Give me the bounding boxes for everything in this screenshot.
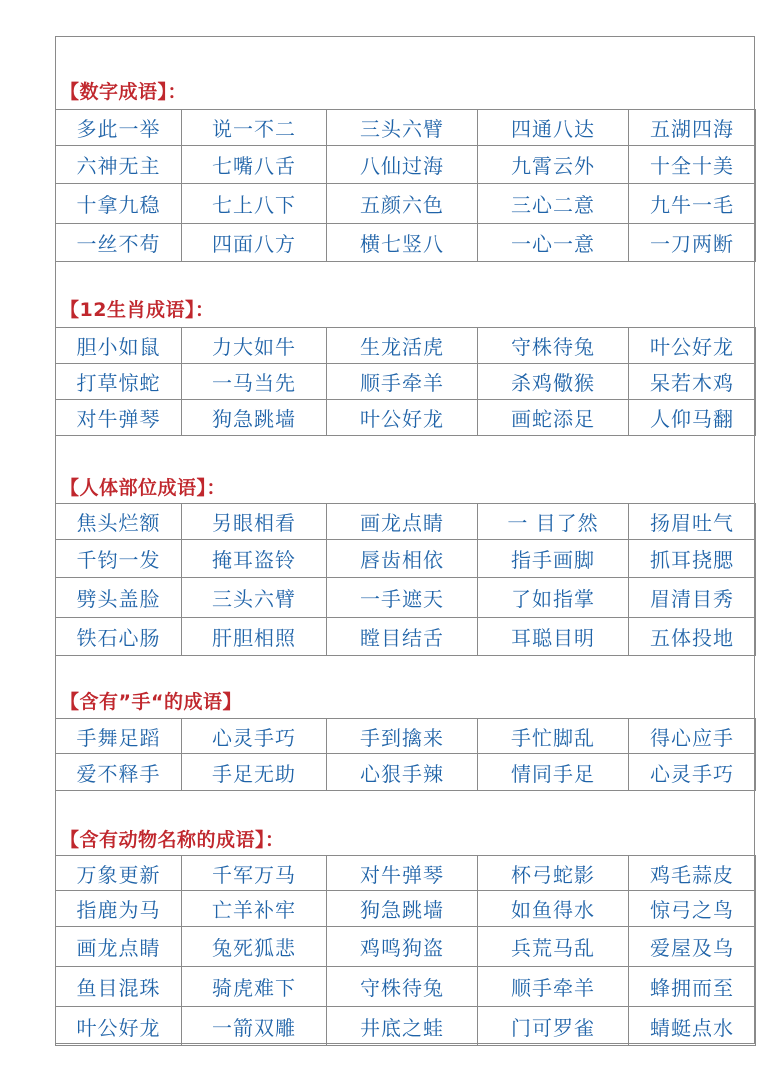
idiom-cell: 四面八方: [182, 224, 327, 262]
idiom-cell: 万象更新: [56, 856, 182, 891]
idiom-cell: 另眼相看: [182, 504, 327, 540]
idiom-cell: 瞠目结舌: [327, 618, 478, 656]
idiom-cell: 对牛弹琴: [56, 400, 182, 436]
idiom-cell: 扬眉吐气: [629, 504, 756, 540]
idiom-cell: 画龙点睛: [56, 927, 182, 967]
table-row: [56, 184, 756, 224]
idiom-cell: 生龙活虎: [327, 328, 478, 364]
section-title: 【含有”手“的成语】: [60, 691, 242, 713]
idiom-cell: 十全十美: [629, 146, 756, 184]
idiom-cell: 蜂拥而至: [629, 967, 756, 1007]
idiom-cell: 三头六臂: [182, 578, 327, 618]
idiom-cell: 狗急跳墙: [327, 891, 478, 927]
idiom-cell: 手到擒来: [327, 719, 478, 754]
idiom-cell: 一丝不苟: [56, 224, 182, 262]
idiom-cell: 五体投地: [629, 618, 756, 656]
section-title: 【12生肖成语】：: [60, 299, 215, 321]
idiom-cell: 手舞足蹈: [56, 719, 182, 754]
idiom-cell: 亡羊补牢: [182, 891, 327, 927]
idiom-cell: 一心一意: [478, 224, 629, 262]
table-row: [56, 504, 756, 540]
table-row: [56, 364, 756, 400]
idiom-cell: 五颜六色: [327, 184, 478, 224]
idiom-cell: 惊弓之鸟: [629, 891, 756, 927]
idiom-table: [55, 503, 756, 656]
idiom-cell: 守株待兔: [478, 328, 629, 364]
idiom-cell: 十拿九稳: [56, 184, 182, 224]
idiom-cell: 千军万马: [182, 856, 327, 891]
idiom-cell: 横七竖八: [327, 224, 478, 262]
table-row: [56, 1007, 756, 1046]
idiom-cell: 得心应手: [629, 719, 756, 754]
idiom-cell: 六神无主: [56, 146, 182, 184]
idiom-cell: 门可罗雀: [478, 1007, 629, 1046]
table-row: [56, 891, 756, 927]
idiom-cell: 如鱼得水: [478, 891, 629, 927]
idiom-cell: 狗急跳墙: [182, 400, 327, 436]
idiom-cell: 守株待兔: [327, 967, 478, 1007]
table-row: [56, 540, 756, 578]
idiom-cell: 四通八达: [478, 110, 629, 146]
idiom-cell: 指鹿为马: [56, 891, 182, 927]
idiom-cell: 杯弓蛇影: [478, 856, 629, 891]
idiom-cell: 爱不释手: [56, 754, 182, 791]
idiom-cell: 五湖四海: [629, 110, 756, 146]
idiom-cell: 兔死狐悲: [182, 927, 327, 967]
table-row: [56, 927, 756, 967]
idiom-cell: 眉清目秀: [629, 578, 756, 618]
idiom-cell: 画蛇添足: [478, 400, 629, 436]
section-title: 【含有动物名称的成语】：: [60, 829, 285, 851]
table-row: [56, 146, 756, 184]
idiom-cell: 一 目了然: [478, 504, 629, 540]
table-row: [56, 967, 756, 1007]
table-row: [56, 328, 756, 364]
idiom-cell: 胆小如鼠: [56, 328, 182, 364]
idiom-cell: 顺手牵羊: [327, 364, 478, 400]
idiom-cell: 力大如牛: [182, 328, 327, 364]
idiom-cell: 唇齿相依: [327, 540, 478, 578]
idiom-cell: 打草惊蛇: [56, 364, 182, 400]
table-row: [56, 578, 756, 618]
idiom-cell: 心灵手巧: [182, 719, 327, 754]
idiom-cell: 心灵手巧: [629, 754, 756, 791]
idiom-cell: 一刀两断: [629, 224, 756, 262]
idiom-cell: 心狠手辣: [327, 754, 478, 791]
idiom-cell: 人仰马翻: [629, 400, 756, 436]
idiom-cell: 抓耳挠腮: [629, 540, 756, 578]
idiom-cell: 骑虎难下: [182, 967, 327, 1007]
idiom-cell: 蜻蜓点水: [629, 1007, 756, 1046]
idiom-table: [55, 718, 756, 791]
idiom-cell: 顺手牵羊: [478, 967, 629, 1007]
idiom-cell: 铁石心肠: [56, 618, 182, 656]
idiom-table: [55, 109, 756, 262]
idiom-cell: 一手遮天: [327, 578, 478, 618]
idiom-cell: 九霄云外: [478, 146, 629, 184]
idiom-cell: 说一不二: [182, 110, 327, 146]
idiom-cell: 三头六臂: [327, 110, 478, 146]
idiom-table: [55, 327, 756, 436]
idiom-cell: 七上八下: [182, 184, 327, 224]
table-row: [56, 754, 756, 791]
idiom-cell: 一马当先: [182, 364, 327, 400]
table-row: [56, 856, 756, 891]
idiom-cell: 千钧一发: [56, 540, 182, 578]
idiom-cell: 七嘴八舌: [182, 146, 327, 184]
idiom-cell: 手足无助: [182, 754, 327, 791]
idiom-cell: 鱼目混珠: [56, 967, 182, 1007]
idiom-cell: 爱屋及乌: [629, 927, 756, 967]
idiom-cell: 叶公好龙: [327, 400, 478, 436]
idiom-cell: 叶公好龙: [629, 328, 756, 364]
idiom-cell: 情同手足: [478, 754, 629, 791]
idiom-table: [55, 855, 756, 1046]
table-row: [56, 110, 756, 146]
idiom-cell: 叶公好龙: [56, 1007, 182, 1046]
idiom-cell: 一箭双雕: [182, 1007, 327, 1046]
idiom-cell: 画龙点睛: [327, 504, 478, 540]
idiom-cell: 三心二意: [478, 184, 629, 224]
idiom-cell: 焦头烂额: [56, 504, 182, 540]
idiom-cell: 八仙过海: [327, 146, 478, 184]
table-row: [56, 400, 756, 436]
idiom-sheet: [55, 36, 755, 1044]
idiom-cell: 井底之蛙: [327, 1007, 478, 1046]
section-title: 【数字成语】：: [60, 81, 188, 103]
idiom-cell: 肝胆相照: [182, 618, 327, 656]
idiom-cell: 九牛一毛: [629, 184, 756, 224]
idiom-cell: 耳聪目明: [478, 618, 629, 656]
idiom-cell: 呆若木鸡: [629, 364, 756, 400]
idiom-cell: 鸡毛蒜皮: [629, 856, 756, 891]
idiom-cell: 手忙脚乱: [478, 719, 629, 754]
idiom-cell: 兵荒马乱: [478, 927, 629, 967]
idiom-cell: 了如指掌: [478, 578, 629, 618]
table-row: [56, 224, 756, 262]
idiom-cell: 鸡鸣狗盗: [327, 927, 478, 967]
idiom-cell: 指手画脚: [478, 540, 629, 578]
idiom-cell: 对牛弹琴: [327, 856, 478, 891]
section-title: 【人体部位成语】：: [60, 477, 227, 499]
idiom-cell: 劈头盖脸: [56, 578, 182, 618]
idiom-cell: 掩耳盗铃: [182, 540, 327, 578]
table-row: [56, 719, 756, 754]
idiom-cell: 多此一举: [56, 110, 182, 146]
table-row: [56, 618, 756, 656]
idiom-cell: 杀鸡儆猴: [478, 364, 629, 400]
